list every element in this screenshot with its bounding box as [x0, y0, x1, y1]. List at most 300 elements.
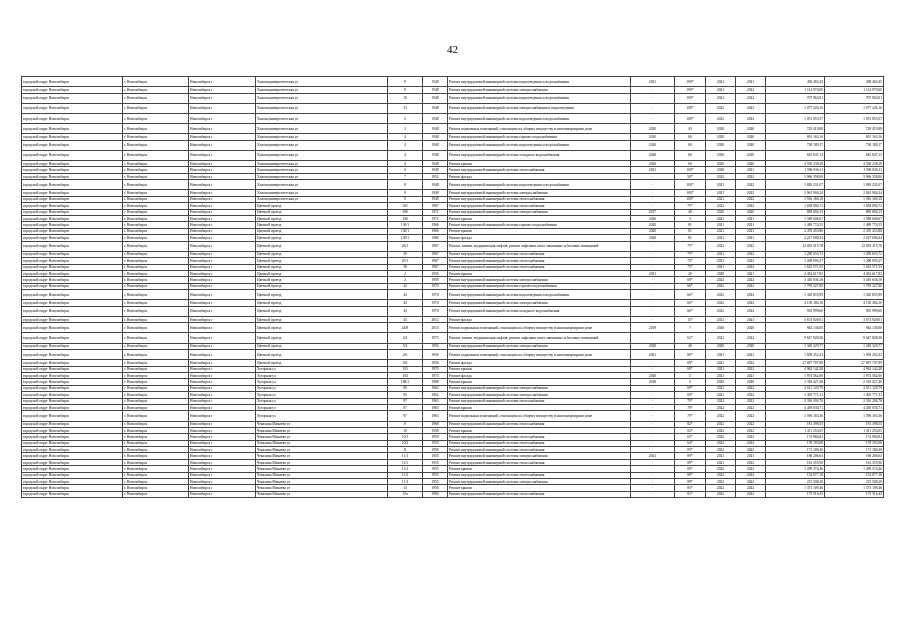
cell-house: 7	[388, 173, 423, 179]
cell-plan-start: 2022	[706, 472, 736, 478]
cell-city: г. Новосибирск	[123, 472, 189, 478]
cell-street: Хуторная ул	[256, 366, 388, 372]
cell-plan-end: 2021	[736, 222, 766, 228]
cell-municipality: городской округ Новосибирск	[22, 173, 123, 179]
cell-city: г. Новосибирск	[123, 366, 189, 372]
cell-plan-start: 2022	[706, 283, 736, 289]
cell-cost-total: 1 795 227,80	[766, 283, 825, 289]
cell-house: 9	[388, 196, 423, 202]
cell-plan-end: 2022	[736, 277, 766, 283]
cell-house: 5/4	[388, 343, 423, 349]
cell-house: 30	[388, 251, 423, 257]
cell-last-repair-year: -	[631, 258, 675, 264]
cell-last-repair-year: 2019	[631, 323, 675, 333]
cell-cost-total: 691 163,16	[766, 134, 825, 140]
cell-wear-percent: 88*	[675, 479, 706, 485]
cell-year-built: 1970	[423, 306, 448, 316]
cell-wear-percent: 75*	[675, 258, 706, 264]
cell-year-built: 1948	[423, 140, 448, 150]
cell-locality: Новосибирск г	[189, 251, 256, 257]
cell-wear-percent: 100*	[675, 87, 706, 93]
cell-plan-start: 2022	[706, 173, 736, 179]
cell-work-type: Ремонт крыши	[448, 404, 631, 410]
cell-cost-fund: 1 299 374,46	[825, 466, 884, 472]
cell-last-repair-year: 2020	[631, 343, 675, 349]
cell-plan-end: 2022	[736, 290, 766, 300]
cell-municipality: городской округ Новосибирск	[22, 140, 123, 150]
cell-locality: Новосибирск г	[189, 459, 256, 465]
cell-municipality: городской округ Новосибирск	[22, 77, 123, 87]
cell-city: г. Новосибирск	[123, 270, 189, 276]
cell-house: 95	[388, 392, 423, 398]
cell-municipality: городской округ Новосибирск	[22, 472, 123, 478]
cell-year-built: 1963	[423, 404, 448, 410]
cell-street: Хилокоуниверситетская ул	[256, 161, 388, 167]
cell-municipality: городской округ Новосибирск	[22, 404, 123, 410]
cell-cost-total: 2 316 427,40	[766, 379, 825, 385]
cell-city: г. Новосибирск	[123, 427, 189, 433]
cell-locality: Новосибирск г	[189, 124, 256, 134]
cell-locality: Новосибирск г	[189, 360, 256, 366]
cell-street: Цветной проезд	[256, 290, 388, 300]
cell-municipality: городской округ Новосибирск	[22, 373, 123, 379]
cell-work-type: Ремонт подвальных помещений, относящихся к общему имуществу в многоквартирном доме	[448, 323, 631, 333]
cell-plan-end: 2022	[736, 440, 766, 446]
cell-last-repair-year: 2020	[631, 228, 675, 234]
cell-plan-start: 2022	[706, 333, 736, 343]
cell-street: Цветной проезд	[256, 264, 388, 270]
cell-year-built: 1948	[423, 124, 448, 134]
cell-year-built: 1948	[423, 87, 448, 93]
table-row	[22, 491, 884, 497]
cell-cost-fund: 1 658 252,43	[825, 350, 884, 360]
cell-last-repair-year: -	[631, 385, 675, 391]
cell-city: г. Новосибирск	[123, 373, 189, 379]
cell-work-type: Ремонт фасада	[448, 235, 631, 241]
cell-plan-start: 2021	[706, 235, 736, 241]
cell-cost-fund: 1 051 853,57	[825, 113, 884, 123]
cell-cost-fund: 4 550 238,28	[825, 161, 884, 167]
cell-house: 97	[388, 411, 423, 421]
cell-cost-fund: 4 962 142,28	[825, 366, 884, 372]
cell-cost-total: 1 596 163,36	[766, 411, 825, 421]
cell-city: г. Новосибирск	[123, 333, 189, 343]
cell-locality: Новосибирск г	[189, 258, 256, 264]
cell-street: Хуторная ул	[256, 411, 388, 421]
cell-municipality: городской округ Новосибирск	[22, 251, 123, 257]
table-row	[22, 124, 884, 134]
cell-last-repair-year: -	[631, 447, 675, 453]
cell-work-type: Ремонт внутридомовой инженерной системы электроснабжения	[448, 300, 631, 306]
cell-cost-fund: 707 963,01	[825, 93, 884, 103]
cell-cost-total: 2 061 904,24	[766, 190, 825, 196]
cell-municipality: городской округ Новосибирск	[22, 209, 123, 215]
cell-last-repair-year: 2017	[631, 209, 675, 215]
cell-locality: Новосибирск г	[189, 421, 256, 427]
cell-year-built: 1988	[423, 379, 448, 385]
cell-city: г. Новосибирск	[123, 385, 189, 391]
cell-city: г. Новосибирск	[123, 440, 189, 446]
cell-last-repair-year: 2020	[631, 222, 675, 228]
cell-house: 45/1	[388, 258, 423, 264]
cell-house: 8	[388, 421, 423, 427]
cell-house: 103	[388, 366, 423, 372]
cell-last-repair-year: -	[631, 113, 675, 123]
cell-work-type: Ремонт внутридомовой инженерной системы теплоснабжения	[448, 421, 631, 427]
cell-locality: Новосибирск г	[189, 398, 256, 404]
cell-cost-total: 1 077 226,16	[766, 103, 825, 113]
cell-street: Чекалина Мамаева ул	[256, 447, 388, 453]
cell-cost-fund: 173 516,45	[825, 491, 884, 497]
cell-cost-fund: 9 647 828,36	[825, 333, 884, 343]
cell-work-type: Ремонт внутридомовой инженерной системы теплоснабжения	[448, 440, 631, 446]
cell-cost-total: 1 051 853,57	[766, 113, 825, 123]
cell-year-built: 1948	[423, 103, 448, 113]
cell-city: г. Новосибирск	[123, 161, 189, 167]
cell-cost-fund: 1 114 970,00	[825, 87, 884, 93]
cell-cost-fund: 215 508,20	[825, 479, 884, 485]
cell-year-built: 1948	[423, 190, 448, 196]
cell-municipality: городской округ Новосибирск	[22, 385, 123, 391]
cell-municipality: городской округ Новосибирск	[22, 228, 123, 234]
table-row	[22, 77, 884, 87]
cell-cost-fund: 1 411 253,05	[825, 427, 884, 433]
cell-plan-start: 2021	[706, 366, 736, 372]
cell-work-type: Ремонт крыши	[448, 427, 631, 433]
cell-city: г. Новосибирск	[123, 228, 189, 234]
cell-locality: Новосибирск г	[189, 404, 256, 410]
cell-cost-total: 2 611 120,79	[766, 385, 825, 391]
cell-year-built: 1956	[423, 350, 448, 360]
cell-wear-percent: 75*	[675, 264, 706, 270]
cell-locality: Новосибирск г	[189, 427, 256, 433]
cell-plan-start: 2020	[706, 150, 736, 160]
cell-cost-total: 3 673 929,01	[766, 316, 825, 322]
cell-work-type: Ремонт внутридомовой инженерной системы теплоснабжения	[448, 203, 631, 209]
cell-plan-start: 2021	[706, 385, 736, 391]
cell-plan-end: 2022	[736, 491, 766, 497]
cell-wear-percent: 69*	[675, 392, 706, 398]
cell-street: Чекалина Мамаева ул	[256, 491, 388, 497]
cell-last-repair-year: -	[631, 203, 675, 209]
cell-plan-start: 2022	[706, 466, 736, 472]
cell-plan-end: 2022	[736, 258, 766, 264]
cell-city: г. Новосибирск	[123, 306, 189, 316]
cell-year-built: 1955	[423, 466, 448, 472]
cell-plan-end: 2022	[736, 300, 766, 306]
cell-municipality: городской округ Новосибирск	[22, 270, 123, 276]
cell-cost-total: 2 476 453,86	[766, 228, 825, 234]
cell-year-built: 1968	[423, 421, 448, 427]
cell-plan-end: 2022	[736, 360, 766, 366]
cell-city: г. Новосибирск	[123, 134, 189, 140]
cell-work-type: Ремонт внутридомовой инженерной системы электроснабжения	[448, 209, 631, 215]
cell-plan-start: 2021	[706, 251, 736, 257]
cell-city: г. Новосибирск	[123, 316, 189, 322]
cell-street: Цветной проезд	[256, 323, 388, 333]
cell-last-repair-year: -	[631, 398, 675, 404]
cell-year-built: 1970	[423, 283, 448, 289]
cell-house: 90	[388, 385, 423, 391]
cell-house: 10	[388, 427, 423, 433]
cell-cost-total: 1 114 970,00	[766, 87, 825, 93]
cell-cost-fund: 1 596 163,36	[825, 411, 884, 421]
cell-municipality: городской округ Новосибирск	[22, 167, 123, 173]
cell-city: г. Новосибирск	[123, 180, 189, 190]
cell-wear-percent: 69*	[675, 277, 706, 283]
cell-plan-start: 2022	[706, 241, 736, 251]
cell-wear-percent: 62*	[675, 333, 706, 343]
cell-wear-percent: 85*	[675, 447, 706, 453]
cell-municipality: городской округ Новосибирск	[22, 323, 123, 333]
cell-wear-percent: 89*	[675, 466, 706, 472]
cell-work-type: Ремонт подвальных помещений, относящихся к общему имуществу в многоквартирном доме	[448, 411, 631, 421]
cell-wear-percent: 60	[675, 150, 706, 160]
cell-city: г. Новосибирск	[123, 459, 189, 465]
cell-cost-fund: 935 999,60	[825, 306, 884, 316]
cell-street: Хилокоуниверситетская ул	[256, 124, 388, 134]
cell-locality: Новосибирск г	[189, 300, 256, 306]
cell-plan-end: 2020	[736, 150, 766, 160]
cell-plan-start: 2022	[706, 113, 736, 123]
cell-last-repair-year: 2021	[631, 167, 675, 173]
cell-cost-total: 161 355,90	[766, 459, 825, 465]
cell-cost-total: 729 419,88	[766, 124, 825, 134]
cell-municipality: городской округ Новосибирск	[22, 447, 123, 453]
cell-work-type: Ремонт внутридомовой инженерной системы водоотведения и водоснабжения	[448, 290, 631, 300]
cell-work-type: Ремонт внутридомовой инженерной системы теплоснабжения	[448, 258, 631, 264]
cell-year-built: 1959	[423, 440, 448, 446]
cell-cost-fund: 3 416 636,16	[825, 277, 884, 283]
cell-city: г. Новосибирск	[123, 103, 189, 113]
cell-plan-end: 2022	[736, 472, 766, 478]
cell-locality: Новосибирск г	[189, 277, 256, 283]
cell-cost-total: 1 916 169,18	[766, 196, 825, 202]
cell-city: г. Новосибирск	[123, 196, 189, 202]
cell-wear-percent: 100*	[675, 190, 706, 196]
cell-last-repair-year: 2021	[631, 453, 675, 459]
cell-city: г. Новосибирск	[123, 190, 189, 196]
cell-year-built: 1956	[423, 270, 448, 276]
cell-city: г. Новосибирск	[123, 258, 189, 264]
cell-locality: Новосибирск г	[189, 306, 256, 316]
cell-last-repair-year: -	[631, 427, 675, 433]
cell-work-type: Ремонт крыши	[448, 161, 631, 167]
cell-year-built: 1970	[423, 300, 448, 306]
cell-house: 108/1	[388, 379, 423, 385]
cell-cost-total: 944 136,00	[766, 323, 825, 333]
cell-house: 44/8	[388, 323, 423, 333]
cell-municipality: городской округ Новосибирск	[22, 161, 123, 167]
cell-year-built: 1955	[423, 453, 448, 459]
cell-locality: Новосибирск г	[189, 216, 256, 222]
cell-cost-fund: 174 984,82	[825, 434, 884, 440]
cell-last-repair-year: -	[631, 459, 675, 465]
cell-plan-start: 2021	[706, 392, 736, 398]
cell-work-type: Ремонт внутридомовой инженерной системы теплоснабжения	[448, 398, 631, 404]
cell-year-built: 1962	[423, 392, 448, 398]
cell-cost-total: 4 150 384,10	[766, 300, 825, 306]
table-row	[22, 180, 884, 190]
cell-plan-end: 2022	[736, 485, 766, 491]
cell-year-built: 1967	[423, 258, 448, 264]
cell-plan-start: 2021	[706, 360, 736, 366]
cell-year-built: 1948	[423, 134, 448, 140]
cell-locality: Новосибирск г	[189, 485, 256, 491]
cell-municipality: городской округ Новосибирск	[22, 103, 123, 113]
cell-municipality: городской округ Новосибирск	[22, 264, 123, 270]
cell-city: г. Новосибирск	[123, 203, 189, 209]
cell-plan-end: 2020	[736, 209, 766, 215]
cell-wear-percent: 60	[675, 140, 706, 150]
cell-municipality: городской округ Новосибирск	[22, 290, 123, 300]
cell-cost-fund: 1 349 329,77	[825, 343, 884, 349]
cell-municipality: городской округ Новосибирск	[22, 453, 123, 459]
cell-work-type: Ремонт внутридомовой инженерной системы горячего водоснабжения	[448, 283, 631, 289]
cell-last-repair-year: -	[631, 306, 675, 316]
cell-plan-start: 2022	[706, 300, 736, 306]
cell-wear-percent: 79*	[675, 404, 706, 410]
cell-cost-total: 3 416 636,16	[766, 277, 825, 283]
cell-street: Чекалина Мамаева ул	[256, 453, 388, 459]
cell-last-repair-year: -	[631, 360, 675, 366]
cell-municipality: городской округ Новосибирск	[22, 241, 123, 251]
cell-plan-end: 2022	[736, 479, 766, 485]
cell-city: г. Новосибирск	[123, 379, 189, 385]
cell-house: 26/1	[388, 241, 423, 251]
cell-locality: Новосибирск г	[189, 113, 256, 123]
cell-cost-total: 5 966 358,00	[766, 173, 825, 179]
cell-municipality: городской округ Новосибирск	[22, 316, 123, 322]
cell-year-built: 1948	[423, 161, 448, 167]
cell-municipality: городской округ Новосибирск	[22, 235, 123, 241]
cell-cost-total: 4 454 617,82	[766, 270, 825, 276]
cell-locality: Новосибирск г	[189, 343, 256, 349]
cell-locality: Новосибирск г	[189, 161, 256, 167]
cell-cost-fund: 178 393,08	[825, 440, 884, 446]
cell-cost-fund: 2 316 204,76	[825, 398, 884, 404]
cell-plan-start: 2022	[706, 485, 736, 491]
cell-year-built: 1966	[423, 235, 448, 241]
cell-street: Цветной проезд	[256, 300, 388, 306]
cell-municipality: городской округ Новосибирск	[22, 459, 123, 465]
cell-city: г. Новосибирск	[123, 404, 189, 410]
cell-plan-start: 2021	[706, 93, 736, 103]
cell-work-type: Ремонт внутридомовой инженерной системы электроснабжения	[448, 385, 631, 391]
cell-municipality: городской округ Новосибирск	[22, 277, 123, 283]
cell-plan-end: 2022	[736, 251, 766, 257]
cell-locality: Новосибирск г	[189, 203, 256, 209]
cell-plan-end: 2021	[736, 316, 766, 322]
cell-city: г. Новосибирск	[123, 251, 189, 257]
cell-municipality: городской округ Новосибирск	[22, 150, 123, 160]
cell-work-type: Ремонт, замена, модернизация лифтов, ремонт лифтовых шахт, машинных и блочных помещений	[448, 241, 631, 251]
cell-cost-total: 1 489 774,55	[766, 222, 825, 228]
cell-plan-start: 2022	[706, 491, 736, 497]
cell-last-repair-year: -	[631, 103, 675, 113]
table-row	[22, 93, 884, 103]
table-row	[22, 150, 884, 160]
cell-cost-total: 4 550 238,28	[766, 161, 825, 167]
cell-work-type: Ремонт внутридомовой инженерной системы теплоснабжения	[448, 264, 631, 270]
cell-last-repair-year: -	[631, 190, 675, 196]
cell-cost-fund: 885 694,13	[825, 209, 884, 215]
cell-work-type: Ремонт внутридомовой инженерной системы теплоснабжения	[448, 459, 631, 465]
cell-cost-fund: 1 795 227,80	[825, 283, 884, 289]
cell-locality: Новосибирск г	[189, 466, 256, 472]
cell-plan-end: 2022	[736, 180, 766, 190]
cell-locality: Новосибирск г	[189, 447, 256, 453]
cell-work-type: Ремонт, замена, модернизация лифтов, ремонт лифтовых шахт, машинных и блочных помещений	[448, 333, 631, 343]
cell-plan-start: 2021	[706, 316, 736, 322]
cell-municipality: городской округ Новосибирск	[22, 216, 123, 222]
cell-last-repair-year: 2020	[631, 124, 675, 134]
cell-cost-total: 2 316 204,76	[766, 398, 825, 404]
cell-cost-fund: 171 180,46	[825, 447, 884, 453]
cell-cost-fund: 154 077,18	[825, 472, 884, 478]
cell-wear-percent: 2	[675, 379, 706, 385]
cell-last-repair-year: -	[631, 180, 675, 190]
cell-wear-percent: 75*	[675, 241, 706, 251]
cell-work-type: Ремонт внутридомовой инженерной системы электроснабжения	[448, 190, 631, 196]
cell-cost-fund: 1 849 231,07	[825, 180, 884, 190]
cell-wear-percent: 66*	[675, 290, 706, 300]
cell-work-type: Ремонт внутридомовой инженерной системы водоотведения и водоснабжения	[448, 140, 631, 150]
cell-work-type: Ремонт крыши	[448, 228, 631, 234]
cell-street: Чекалина Мамаева ул	[256, 434, 388, 440]
cell-year-built: 1955	[423, 472, 448, 478]
cell-house: 43	[388, 316, 423, 322]
cell-municipality: городской округ Новосибирск	[22, 134, 123, 140]
cell-street: Цветной проезд	[256, 343, 388, 349]
cell-locality: Новосибирск г	[189, 373, 256, 379]
cell-work-type: Ремонт внутридомовой инженерной системы горячего водоснабжения	[448, 134, 631, 140]
cell-cost-fund: 944 136,00	[825, 323, 884, 333]
cell-city: г. Новосибирск	[123, 216, 189, 222]
page-number: 42	[447, 44, 458, 56]
cell-plan-end: 2021	[736, 373, 766, 379]
cell-work-type: Ремонт фасада	[448, 373, 631, 379]
cell-plan-end: 2022	[736, 93, 766, 103]
cell-house: 2	[388, 270, 423, 276]
cell-municipality: городской округ Новосибирск	[22, 491, 123, 497]
cell-wear-percent: 81*	[675, 491, 706, 497]
cell-municipality: городской округ Новосибирск	[22, 350, 123, 360]
cell-wear-percent: 40	[675, 209, 706, 215]
cell-cost-total: 1 589 606,67	[766, 216, 825, 222]
cell-city: г. Новосибирск	[123, 350, 189, 360]
cell-house: 106	[388, 209, 423, 215]
cell-plan-end: 2022	[736, 411, 766, 421]
cell-plan-start: 2022	[706, 479, 736, 485]
cell-cost-fund: 2 227 690,24	[825, 235, 884, 241]
cell-cost-total: 171 180,46	[766, 447, 825, 453]
cell-house: 42	[388, 283, 423, 289]
cell-cost-fund: 1 077 226,16	[825, 103, 884, 113]
cell-cost-total: 1 974 562,00	[766, 373, 825, 379]
cell-locality: Новосибирск г	[189, 235, 256, 241]
table-row	[22, 333, 884, 343]
cell-city: г. Новосибирск	[123, 360, 189, 366]
cell-plan-start: 2021	[706, 264, 736, 270]
cell-street: Чекалина Мамаева ул	[256, 472, 388, 478]
cell-city: г. Новосибирск	[123, 398, 189, 404]
cell-last-repair-year: -	[631, 251, 675, 257]
cell-work-type: Ремонт внутридомовой инженерной системы водоотведения и водоснабжения	[448, 77, 631, 87]
cell-house: 3/4	[388, 333, 423, 343]
cell-work-type: Ремонт внутридомовой инженерной системы электроснабжения	[448, 87, 631, 93]
cell-year-built: 1959	[423, 277, 448, 283]
